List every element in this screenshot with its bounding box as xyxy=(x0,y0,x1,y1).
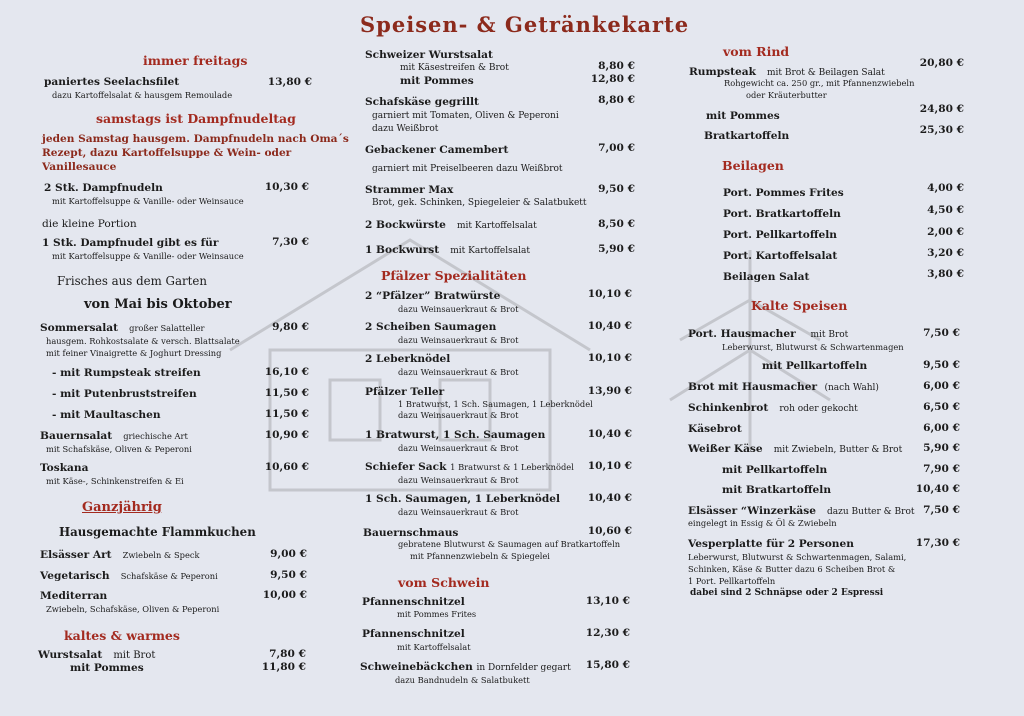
item-name xyxy=(40,570,218,582)
item-note: mit Kartoffelsalat xyxy=(450,246,530,256)
item-name: 1 Bratwurst, 1 Sch. Saumagen xyxy=(365,429,546,441)
item-name-text: Port. Hausmacher xyxy=(688,328,796,340)
item-price: 7,80 € xyxy=(269,648,306,660)
item-price: 11,50 € xyxy=(264,387,309,399)
item-price: 10,40 € xyxy=(587,492,632,504)
item-price: 24,80 € xyxy=(919,103,964,115)
section-samstags: samstags ist Dampfnudeltag xyxy=(96,111,296,126)
section-kalt: Kalte Speisen xyxy=(751,298,848,313)
item-name: 2 Scheiben Saumagen xyxy=(365,321,497,333)
item-name: - mit Maultaschen xyxy=(52,409,161,421)
item-name xyxy=(688,328,848,340)
item-note: Zwiebeln & Speck xyxy=(122,550,200,560)
item-note: griechische Art xyxy=(123,431,188,441)
item-price: 13,80 € xyxy=(267,76,312,88)
item-name-text: Elsässer “Winzerkäse xyxy=(688,505,816,517)
item-price: 5,90 € xyxy=(923,442,960,454)
item-name: - mit Putenbruststreifen xyxy=(52,388,197,400)
item-desc: mit Kartoffelsuppe & Vanille- oder Weinsauce xyxy=(52,251,244,261)
item-name xyxy=(688,402,858,414)
item-name: mit Pellkartoffeln xyxy=(762,360,868,372)
beilage-name: Port. Bratkartoffeln xyxy=(723,208,841,220)
page-title: Speisen- & Getränkekarte xyxy=(360,12,690,37)
intro-line: jeden Samstag hausgem. Dampfnudeln nach Oma´s xyxy=(42,133,349,145)
item-name xyxy=(40,549,200,561)
item-name: Pfälzer Teller xyxy=(365,386,445,398)
item-desc: Zwiebeln, Schafskäse, Oliven & Peperoni xyxy=(46,604,220,614)
item-desc: hausgem. Rohkostsalate & versch. Blattsalate xyxy=(46,336,240,346)
item-name: 2 Stk. Dampfnudeln xyxy=(44,182,163,194)
item-price: 9,50 € xyxy=(923,359,960,371)
item-name-text: Schweinebäckchen xyxy=(360,661,473,673)
section-rind: vom Rind xyxy=(723,44,790,59)
item-note: mit Brot & Beilagen Salat xyxy=(767,68,885,78)
beilage-price: 4,00 € xyxy=(927,182,964,194)
item-desc: Brot, gek. Schinken, Spiegeleier & Salatbukett xyxy=(372,198,587,208)
item-note: mit Kartoffelsalat xyxy=(456,221,537,231)
item-name: mit Pommes xyxy=(706,110,780,122)
item-note: mit Zwiebeln, Butter & Brot xyxy=(773,445,903,455)
item-note: mit Brot xyxy=(113,650,156,661)
item-desc: mit Kartoffelsalat xyxy=(397,642,471,652)
item-name: 2 “Pfälzer” Bratwürste xyxy=(365,290,501,302)
item-desc: dabei sind 2 Schnäpse oder 2 Espressi xyxy=(690,588,884,598)
item-price: 7,50 € xyxy=(923,504,960,516)
item-desc: 1 Bratwurst, 1 Sch. Saumagen, 1 Leberknödel xyxy=(398,399,593,409)
section-kalt-warm: kaltes & warmes xyxy=(64,628,180,643)
item-price: 13,90 € xyxy=(587,385,632,397)
item-desc: mit feiner Vinaigrette & Joghurt Dressing xyxy=(46,348,222,358)
item-price: 6,50 € xyxy=(923,401,960,413)
item-desc: Leberwurst, Blutwurst & Schwartenmagen, Salami, xyxy=(688,552,907,562)
item-price: 6,00 € xyxy=(923,380,960,392)
item-desc: garniert mit Tomaten, Oliven & Peperoni xyxy=(372,111,559,121)
item-price: 11,80 € xyxy=(261,661,306,673)
item-name: Käsebrot xyxy=(688,423,742,435)
item-desc: oder Kräuterbutter xyxy=(746,90,827,100)
item-note: mit Brot xyxy=(810,330,849,340)
item-price: 10,40 € xyxy=(915,483,960,495)
item-price: 15,80 € xyxy=(585,659,630,671)
item-name-text: Elsässer Art xyxy=(40,549,112,561)
beilage-name: Port. Pommes Frites xyxy=(723,187,844,199)
item-price: 25,30 € xyxy=(919,124,964,136)
item-name: Pfannenschnitzel xyxy=(362,628,465,640)
item-name: die kleine Portion xyxy=(42,218,137,230)
garden-line: von Mai bis Oktober xyxy=(84,297,232,312)
item-price: 8,80 € xyxy=(598,94,635,106)
item-name xyxy=(688,505,915,517)
item-price: 8,80 € xyxy=(598,60,635,72)
item-name xyxy=(688,443,902,455)
item-note: (nach Wahl) xyxy=(824,383,879,393)
item-price: 10,10 € xyxy=(587,288,632,300)
item-name: Strammer Max xyxy=(365,184,454,196)
beilage-name: Port. Pellkartoffeln xyxy=(723,229,837,241)
item-name: 1 Sch. Saumagen, 1 Leberknödel xyxy=(365,493,561,505)
item-name: - mit Rumpsteak streifen xyxy=(52,367,201,379)
item-price: 11,50 € xyxy=(264,408,309,420)
item-name xyxy=(365,219,537,231)
item-name-text: 1 Bockwurst xyxy=(365,244,440,256)
item-price: 10,40 € xyxy=(587,428,632,440)
beilage-name: Port. Kartoffelsalat xyxy=(723,250,838,262)
beilage-price: 4,50 € xyxy=(927,204,964,216)
item-desc: dazu Weinsauerkraut & Brot xyxy=(398,443,519,453)
item-name: mit Pommes xyxy=(400,75,474,87)
item-name-text: Brot mit Hausmacher xyxy=(688,381,818,393)
beilage-price: 3,80 € xyxy=(927,268,964,280)
item-name: Pfannenschnitzel xyxy=(362,596,465,608)
intro-line: Rezept, dazu Kartoffelsuppe & Wein- oder xyxy=(42,147,292,159)
item-name xyxy=(40,430,188,442)
item-price: 7,90 € xyxy=(923,463,960,475)
section-freitags: immer freitags xyxy=(143,53,248,68)
item-price: 9,50 € xyxy=(598,183,635,195)
section-pfalz: Pfälzer Spezialitäten xyxy=(381,268,527,283)
item-price: 12,30 € xyxy=(585,627,630,639)
item-price: 10,40 € xyxy=(587,320,632,332)
item-price: 10,90 € xyxy=(264,429,309,441)
item-price: 10,10 € xyxy=(587,460,632,472)
item-name-text: 2 Bockwürste xyxy=(365,219,446,231)
item-price: 7,00 € xyxy=(598,142,635,154)
item-name: Mediterran xyxy=(40,590,108,602)
item-price: 9,00 € xyxy=(270,548,307,560)
item-desc: mit Pfannenzwiebeln & Spiegelei xyxy=(410,551,550,561)
beilage-price: 2,00 € xyxy=(927,226,964,238)
item-name: Vesperplatte für 2 Personen xyxy=(688,538,854,550)
item-price: 17,30 € xyxy=(915,537,960,549)
item-price: 5,90 € xyxy=(598,243,635,255)
section-ganzjaehrig: Ganzjährig xyxy=(82,500,162,515)
item-note: roh oder gekocht xyxy=(779,404,858,414)
item-desc: mit Käse-, Schinkenstreifen & Ei xyxy=(46,476,184,486)
item-note: Schafskäse & Peperoni xyxy=(120,571,218,581)
item-desc: dazu Weinsauerkraut & Brot xyxy=(398,304,519,314)
item-price: 20,80 € xyxy=(919,57,964,69)
item-desc: Schinken, Käse & Butter dazu 6 Scheiben Brot & xyxy=(688,564,896,574)
beilage-name: Beilagen Salat xyxy=(723,271,810,283)
item-desc: dazu Weißbrot xyxy=(372,124,439,134)
item-desc: 1 Port. Pellkartoffeln xyxy=(688,576,776,586)
item-name: 1 Stk. Dampfnudel gibt es für xyxy=(42,237,219,249)
item-desc: dazu Weinsauerkraut & Brot xyxy=(398,335,519,345)
item-name-text: Bauernsalat xyxy=(40,430,113,442)
item-price: 6,00 € xyxy=(923,422,960,434)
item-price: 10,60 € xyxy=(264,461,309,473)
item-desc: dazu Kartoffelsalat & hausgem Remoulade xyxy=(52,90,233,100)
section-schwein: vom Schwein xyxy=(398,575,490,590)
item-name-text: Vegetarisch xyxy=(40,570,110,582)
item-desc: garniert mit Preiselbeeren dazu Weißbrot xyxy=(372,164,563,174)
item-name: Gebackener Camembert xyxy=(365,144,509,156)
item-price: 8,50 € xyxy=(598,218,635,230)
item-name-text: Weißer Käse xyxy=(688,443,763,455)
item-name xyxy=(688,381,879,393)
item-name: Schweizer Wurstsalat xyxy=(365,49,493,61)
item-name: 2 Leberknödel xyxy=(365,353,451,365)
item-name: Toskana xyxy=(40,462,89,474)
item-name: Bratkartoffeln xyxy=(704,130,790,142)
item-desc: mit Pommes Frites xyxy=(397,609,477,619)
intro-line: Vanillesauce xyxy=(42,161,117,173)
item-price: 7,50 € xyxy=(923,327,960,339)
item-price: 10,30 € xyxy=(264,181,309,193)
item-desc: Rohgewicht ca. 250 gr., mit Pfannenzwiebeln xyxy=(724,78,915,88)
item-desc: gebratene Blutwurst & Saumagen auf Bratkartoffeln xyxy=(398,539,621,549)
item-price: 10,00 € xyxy=(262,589,307,601)
garden-line: Frisches aus dem Garten xyxy=(57,274,207,288)
item-desc: dazu Weinsauerkraut & Brot xyxy=(398,507,519,517)
item-desc: dazu Bandnudeln & Salatbukett xyxy=(395,675,530,685)
item-price: 13,10 € xyxy=(585,595,630,607)
sub-header: Hausgemachte Flammkuchen xyxy=(59,525,256,539)
item-desc: dazu Weinsauerkraut & Brot xyxy=(398,410,519,420)
item-name: paniertes Seelachsfilet xyxy=(44,76,180,88)
item-desc: dazu Weinsauerkraut & Brot xyxy=(398,367,519,377)
item-note: großer Salatteller xyxy=(129,323,205,333)
item-name xyxy=(40,322,204,334)
item-note: in Dornfelder gegart xyxy=(476,663,571,673)
item-note: 1 Bratwurst & 1 Leberknödel xyxy=(450,462,574,472)
item-name: mit Pommes xyxy=(70,662,144,674)
item-name: Bauernschmaus xyxy=(363,527,459,539)
item-name: Schafskäse gegrillt xyxy=(365,96,479,108)
item-desc: dazu Weinsauerkraut & Brot xyxy=(398,475,519,485)
item-price: 9,80 € xyxy=(272,321,309,333)
item-name-text: Schiefer Sack xyxy=(365,461,447,473)
section-beilagen: Beilagen xyxy=(722,158,784,173)
beilage-price: 3,20 € xyxy=(927,247,964,259)
item-name-text: Wurstsalat xyxy=(38,649,103,661)
item-price: 7,30 € xyxy=(272,236,309,248)
item-name xyxy=(360,661,571,673)
item-name: mit Bratkartoffeln xyxy=(722,484,832,496)
item-note: dazu Butter & Brot xyxy=(827,507,915,517)
item-name: mit Pellkartoffeln xyxy=(722,464,828,476)
item-name xyxy=(365,461,574,473)
item-name xyxy=(38,649,155,661)
item-price: 9,50 € xyxy=(270,569,307,581)
item-desc: mit Schafskäse, Oliven & Peperoni xyxy=(46,444,192,454)
item-desc: Leberwurst, Blutwurst & Schwartenmagen xyxy=(722,342,904,352)
item-price: 10,60 € xyxy=(587,525,632,537)
item-desc: mit Käsestreifen & Brot xyxy=(400,63,509,73)
item-name-text: Schinkenbrot xyxy=(688,402,769,414)
item-price: 10,10 € xyxy=(587,352,632,364)
item-desc: eingelegt in Essig & Öl & Zwiebeln xyxy=(688,518,837,528)
item-name-text: Sommersalat xyxy=(40,322,119,334)
item-price: 12,80 € xyxy=(590,73,635,85)
item-name xyxy=(365,244,530,256)
item-desc: mit Kartoffelsuppe & Vanille- oder Weinsauce xyxy=(52,196,244,206)
item-name xyxy=(689,66,885,78)
item-name-text: Rumpsteak xyxy=(689,66,756,78)
item-price: 16,10 € xyxy=(264,366,309,378)
